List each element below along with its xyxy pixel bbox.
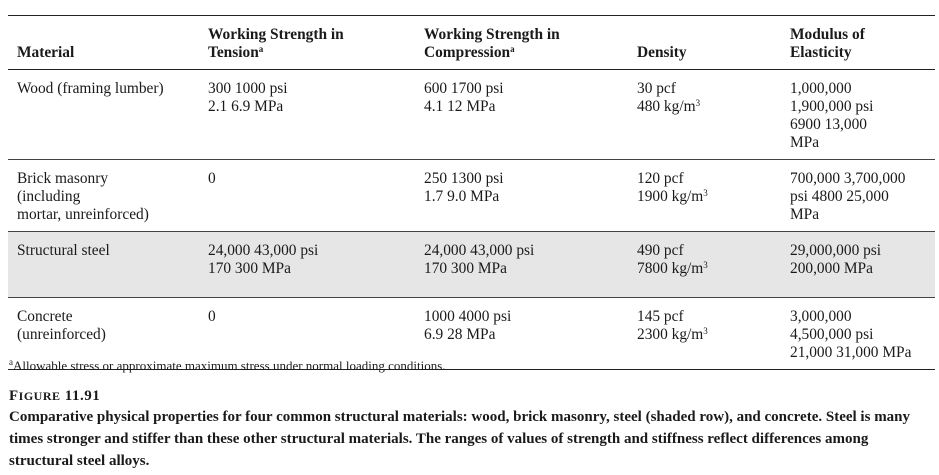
cell-material: Wood (framing lumber) (17, 80, 164, 97)
cell-material: Structural steel (17, 242, 110, 259)
cell-compression: 600 1700 psi 4.1 12 MPa (424, 80, 504, 115)
cell-modulus: 29,000,000 psi 200,000 MPa (790, 242, 882, 277)
cell-density: 145 pcf 2300 $kg/m^3$ (637, 308, 708, 343)
cell-modulus: 1,000,000 1,900,000 psi 6900 13,000 MPa (790, 80, 874, 151)
footnote-mark: a (258, 44, 264, 54)
cell-tension: 300 1000 psi 2.1 6.9 MPa (208, 80, 288, 115)
cell-material: Concrete (unreinforced) (17, 308, 106, 343)
footnote-text: Allowable stress or approximate maximum stress under normal loading conditions. (13, 358, 446, 373)
cell-tension: 0 (208, 170, 216, 187)
figure-caption: Comparative physical properties for four common structural materials: wood, brick masonry, steel (shaded row), and concrete. Steel is many times stronger and stiffer than these other structural materials. The ranges of values of strength and stiffness reflect differences among structural steel alloys. (9, 409, 911, 469)
cell-density: 490 pcf 7800 $kg/m^3$ (637, 242, 708, 277)
cell-density: 30 pcf 480 $kg/m^3$ (637, 80, 701, 115)
figure-label: FIGURE 11.91 (9, 388, 101, 404)
table-footnote (9, 358, 446, 374)
cell-modulus: 3,000,000 4,500,000 psi 21,000 31,000 MPa (790, 308, 912, 361)
table-row (8, 70, 935, 160)
header-density: Density (637, 44, 687, 61)
cell-compression: 250 1300 psi 1.7 9.0 MPa (424, 170, 504, 205)
footnote-mark: a (510, 44, 515, 54)
cell-tension: 0 (208, 308, 216, 325)
cell-density: 120 pcf 1900 $kg/m^3$ (637, 170, 708, 205)
cell-compression: 1000 4000 psi 6.9 28 MPa (424, 308, 512, 343)
header-compression: Working Strength in Compression$^a$ (424, 26, 560, 61)
header-material: Material (17, 44, 75, 61)
properties-table (8, 15, 935, 370)
cell-tension: 24,000 43,000 psi 170 300 MPa (208, 242, 319, 277)
table-row-shaded (8, 232, 935, 298)
footnote-mark: a (9, 357, 13, 367)
cell-material: Brick masonry (including mortar, unreinforced) (17, 170, 149, 223)
header-modulus: Modulus of Elasticity (790, 26, 865, 61)
table-row (8, 160, 935, 232)
cell-compression: 24,000 43,000 psi 170 300 MPa (424, 242, 535, 277)
properties-table-container (8, 15, 935, 370)
header-tension: Working Strength in Tension$^a$ (208, 26, 344, 61)
header-row (8, 16, 935, 70)
cell-modulus: 700,000 3,700,000 psi 4800 25,000 MPa (790, 170, 906, 223)
